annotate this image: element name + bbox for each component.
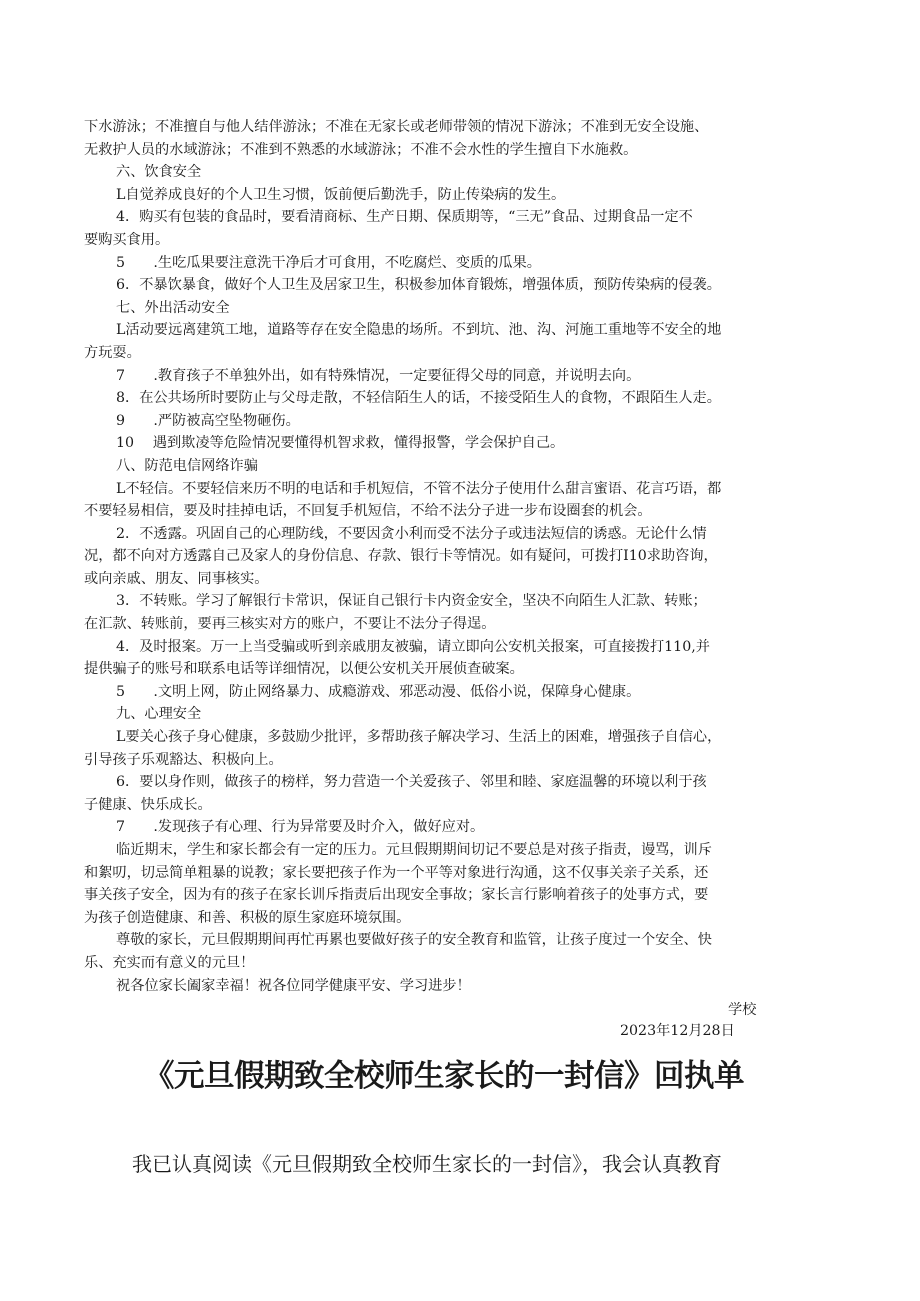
text-line: 无救护人员的水域游泳；不准到不熟悉的水域游泳；不准不会水性的学生擅自下水施救。 xyxy=(84,141,638,158)
text-line: 8．在公共场所时要防止与父母走散，不轻信陌生人的话，不接受陌生人的食物，不跟陌生人走。 xyxy=(116,390,721,407)
text-line: L要关心孩子身心健康，多鼓励少批评，多帮助孩子解决学习、生活上的困难，增强孩子自信心， xyxy=(116,729,722,746)
text-line: 9 .严防被高空坠物砸伤。 xyxy=(116,412,300,429)
text-line: L不轻信。不要轻信来历不明的电话和手机短信，不管不法分子使用什么甜言蜜语、花言巧语，都 xyxy=(116,480,722,497)
text-line: 祝各位家长阖家幸福！祝各位同学健康平安、学习进步！ xyxy=(116,977,471,994)
text-line: 尊敬的家长，元旦假期期间再忙再累也要做好孩子的安全教育和监管，让孩子度过一个安全、快 xyxy=(116,932,712,949)
text-line: 况，都不向对方透露自己及家人的身份信息、存款、银行卡等情况。如有疑问，可拨打I10求助咨询， xyxy=(84,548,718,565)
text-line: 九、心理安全 xyxy=(116,706,202,723)
receipt-title: 《元旦假期致全校师生家长的一封信》回执单 xyxy=(144,1059,744,1094)
text-line: 提供骗子的账号和联系电话等详细情况，以便公安机关开展侦查破案。 xyxy=(84,661,524,678)
text-line: 要购买食用。 xyxy=(84,231,170,248)
text-line: 7 .发现孩子有心理、行为异常要及时介入，做好应对。 xyxy=(116,819,485,836)
text-line: 和絮叨，切忌简单粗暴的说教；家长要把孩子作为一个平等对象进行沟通，这不仅事关亲子关系，还 xyxy=(84,864,709,881)
text-line: 6．不暴饮暴食，做好个人卫生及居家卫生，积极参加体育锻炼，增强体质，预防传染病的侵袭。 xyxy=(116,277,721,294)
text-line: 6．要以身作则，做孩子的榜样，努力营造一个关爱孩子、邻里和睦、家庭温馨的环境以利于孩 xyxy=(116,774,707,791)
text-line: 方玩耍。 xyxy=(84,344,141,361)
text-line: 2．不透露。巩固自己的心理防线，不要因贪小利而受不法分子或违法短信的诱惑。无论什么情 xyxy=(116,525,707,542)
signature-school: 学校 xyxy=(728,1002,757,1018)
text-line: 5 .生吃瓜果要注意洗干净后才可食用，不吃腐烂、变质的瓜果。 xyxy=(116,254,541,271)
text-line: 为孩子创造健康、和善、积极的原生家庭环境氛围。 xyxy=(84,909,411,926)
text-line: 六、饮食安全 xyxy=(116,164,202,181)
text-line: 3．不转账。学习了解银行卡常识，保证自己银行卡内资金安全，坚决不向陌生人汇款、转账； xyxy=(116,593,707,610)
text-line: 在汇款、转账前，要再三核实对方的账户，不要让不法分子得逞。 xyxy=(84,616,496,633)
text-line: 不要轻易相信，要及时挂掉电话，不回复手机短信，不给不法分子进一步布设圈套的机会。 xyxy=(84,503,652,520)
text-line: 子健康、快乐成长。 xyxy=(84,796,212,813)
text-line: 引导孩子乐观豁达、积极向上。 xyxy=(84,751,283,768)
text-line: 七、外出活动安全 xyxy=(116,299,230,316)
text-line: 八、防范电信网络诈骗 xyxy=(116,457,258,474)
text-line: 事关孩子安全，因为有的孩子在家长训斥指责后出现安全事故；家长言行影响着孩子的处事方式，要 xyxy=(84,887,709,904)
receipt-body-text: 我已认真阅读《元旦假期致全校师生家长的一封信》，我会认真教育 xyxy=(132,1152,722,1176)
text-line: 下水游泳；不准擅自与他人结伴游泳；不准在无家长或老师带领的情况下游泳；不准到无安全设施、 xyxy=(84,119,709,135)
text-line: 4．购买有包装的食品时，要看清商标、生产日期、保质期等，“三无”食品、过期食品一定不 xyxy=(116,209,693,226)
letter-body xyxy=(84,116,844,997)
text-line: L活动要远离建筑工地，道路等存在安全隐患的场所。不到坑、池、沟、河施工重地等不安全的地 xyxy=(116,322,722,339)
text-line: 10 遇到欺凌等危险情况要懂得机智求救，懂得报警，学会保护自己。 xyxy=(116,435,565,452)
text-line: L自觉养成良好的个人卫生习惯，饭前便后勤洗手，防止传染病的发生。 xyxy=(116,186,566,203)
text-line: 临近期末，学生和家长都会有一定的压力。元旦假期期间切记不要总是对孩子指责，谩骂，训斥 xyxy=(116,842,712,858)
text-line: 5 .文明上网，防止网络暴力、成瘾游戏、邪恶动漫、低俗小说，保障身心健康。 xyxy=(116,683,641,700)
text-line: 或向亲戚、朋友、同事核实。 xyxy=(84,570,269,587)
text-line: 4．及时报案。万一上当受骗或听到亲戚朋友被骗，请立即向公安机关报案，可直接拨打110,并 xyxy=(116,638,710,655)
text-line: 乐、充实而有意义的元旦！ xyxy=(84,954,255,971)
signature-date: 2023年12月28日 xyxy=(620,1023,735,1039)
text-line: 7 .教育孩子不单独外出，如有特殊情况，一定要征得父母的同意，并说明去向。 xyxy=(116,367,641,384)
